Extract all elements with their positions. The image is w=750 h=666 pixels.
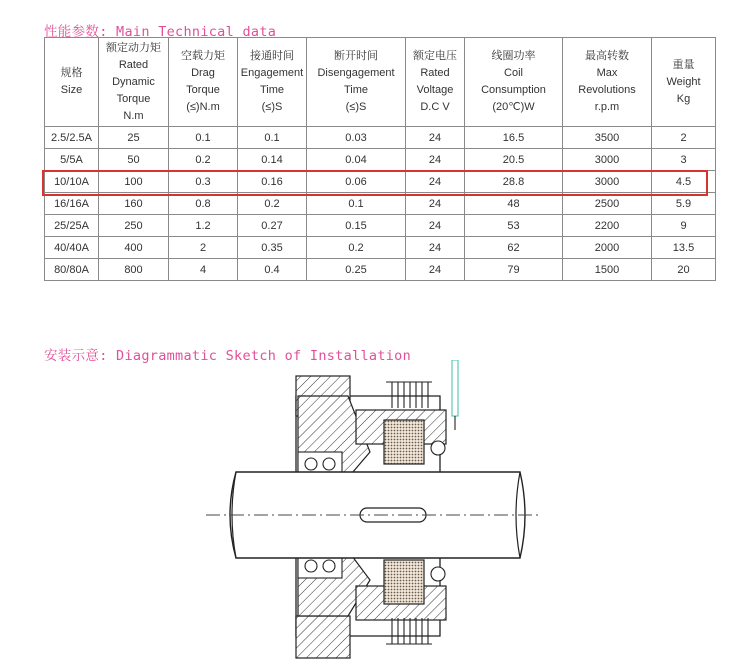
header-col-2 bbox=[169, 38, 238, 127]
header-en-label: Rated bbox=[420, 67, 450, 79]
stator-bearing-top bbox=[431, 441, 445, 455]
table-cell: 24 bbox=[406, 127, 465, 149]
header-cn-label: 空载力矩 bbox=[181, 50, 225, 62]
table-row bbox=[45, 259, 716, 281]
header-cn-label: 规格 bbox=[60, 67, 83, 79]
table-cell: 0.14 bbox=[238, 149, 307, 171]
table-row bbox=[45, 193, 716, 215]
table-cell: 24 bbox=[406, 149, 465, 171]
table-cell: 2200 bbox=[563, 215, 652, 237]
header-col-5 bbox=[406, 38, 465, 127]
table-cell: 2500 bbox=[563, 193, 652, 215]
table-row bbox=[45, 127, 716, 149]
header-en-label: Drag bbox=[191, 67, 215, 79]
header-en-label: Disengagement bbox=[317, 67, 395, 79]
coil-bottom bbox=[384, 560, 424, 604]
header-cn-label: 最高转数 bbox=[585, 50, 629, 62]
table-cell: 160 bbox=[99, 193, 169, 215]
header-en-label: (≤)N.m bbox=[186, 101, 220, 113]
table-cell: 3000 bbox=[563, 171, 652, 193]
table-cell: 28.8 bbox=[465, 171, 563, 193]
table-cell: 53 bbox=[465, 215, 563, 237]
table-cell: 0.25 bbox=[307, 259, 406, 281]
table-cell: 9 bbox=[652, 215, 716, 237]
table-cell: 16/16A bbox=[45, 193, 99, 215]
installation-sketch bbox=[0, 360, 750, 666]
table-cell: 1.2 bbox=[169, 215, 238, 237]
table-cell: 0.1 bbox=[238, 127, 307, 149]
header-en-label: Dynamic bbox=[112, 75, 155, 88]
table-cell: 800 bbox=[99, 259, 169, 281]
table-cell: 24 bbox=[406, 237, 465, 259]
table-cell: 5.9 bbox=[652, 193, 716, 215]
table-cell: 24 bbox=[406, 215, 465, 237]
header-en-label: Kg bbox=[676, 92, 691, 105]
installation-sketch-title: 安装示意: Diagrammatic Sketch of Installation bbox=[44, 348, 412, 364]
header-col-8 bbox=[652, 38, 716, 127]
table-cell: 48 bbox=[465, 193, 563, 215]
table-cell: 80/80A bbox=[45, 259, 99, 281]
header-col-0 bbox=[45, 38, 99, 127]
table-cell: 0.27 bbox=[238, 215, 307, 237]
table-cell: 4.5 bbox=[652, 171, 716, 193]
table-cell: 4 bbox=[169, 259, 238, 281]
table-cell: 2 bbox=[169, 237, 238, 259]
table-cell: 13.5 bbox=[652, 237, 716, 259]
header-en-label: Time bbox=[343, 84, 369, 96]
table-cell: 250 bbox=[99, 215, 169, 237]
header-en-label: Revolutions bbox=[578, 84, 636, 96]
table-cell: 20.5 bbox=[465, 149, 563, 171]
stator-bearing-bottom bbox=[431, 567, 445, 581]
table-row-highlighted bbox=[45, 171, 716, 193]
table-cell: 0.04 bbox=[307, 149, 406, 171]
table-cell: 16.5 bbox=[465, 127, 563, 149]
header-cn-label: 额定动力矩 bbox=[106, 41, 161, 54]
header-cn-label: 重量 bbox=[672, 58, 695, 71]
header-cn-label: 额定电压 bbox=[413, 50, 457, 62]
header-en-label: (≤)S bbox=[345, 101, 367, 113]
header-col-7 bbox=[563, 38, 652, 127]
table-cell: 100 bbox=[99, 171, 169, 193]
header-cn-label: 线圈功率 bbox=[491, 50, 536, 62]
header-en-label: Size bbox=[60, 84, 83, 96]
table-row bbox=[45, 149, 716, 171]
table-cell: 400 bbox=[99, 237, 169, 259]
header-en-label: Max bbox=[596, 67, 618, 79]
technical-data-table bbox=[44, 37, 716, 281]
header-en-label: Consumption bbox=[481, 84, 546, 96]
table-cell: 2.5/2.5A bbox=[45, 127, 99, 149]
table-cell: 0.1 bbox=[169, 127, 238, 149]
technical-data-title: 性能参数: Main Technical data bbox=[44, 24, 277, 40]
table-cell: 0.2 bbox=[238, 193, 307, 215]
table-cell: 40/40A bbox=[45, 237, 99, 259]
header-en-label: (≤)S bbox=[261, 101, 283, 113]
header-en-label: Coil bbox=[504, 67, 523, 79]
header-cn-label: 断开时间 bbox=[334, 50, 378, 62]
header-cn-label: 接通时间 bbox=[250, 50, 294, 62]
left-flange-bottom bbox=[296, 616, 350, 658]
header-en-label: Torque bbox=[116, 92, 151, 105]
table-header-row bbox=[45, 38, 716, 127]
table-cell: 5/5A bbox=[45, 149, 99, 171]
table-cell: 0.35 bbox=[238, 237, 307, 259]
table-cell: 1500 bbox=[563, 259, 652, 281]
table-cell: 3500 bbox=[563, 127, 652, 149]
table-body bbox=[45, 127, 716, 281]
header-col-4 bbox=[307, 38, 406, 127]
table-cell: 0.4 bbox=[238, 259, 307, 281]
table-cell: 2 bbox=[652, 127, 716, 149]
header-en-label: (20℃)W bbox=[492, 101, 535, 113]
table-cell: 0.1 bbox=[307, 193, 406, 215]
header-en-label: Weight bbox=[666, 75, 701, 88]
lead-wire bbox=[452, 360, 458, 416]
header-en-label: Voltage bbox=[416, 84, 454, 96]
table-cell: 0.2 bbox=[169, 149, 238, 171]
header-en-label: Torque bbox=[186, 84, 220, 96]
table-cell: 24 bbox=[406, 259, 465, 281]
table-cell: 0.16 bbox=[238, 171, 307, 193]
header-en-label: Rated bbox=[118, 58, 149, 71]
table-row bbox=[45, 237, 716, 259]
table-cell: 0.3 bbox=[169, 171, 238, 193]
table-cell: 25/25A bbox=[45, 215, 99, 237]
table-cell: 24 bbox=[406, 171, 465, 193]
coil-top bbox=[384, 420, 424, 464]
header-col-6 bbox=[465, 38, 563, 127]
table-row bbox=[45, 215, 716, 237]
table-cell: 25 bbox=[99, 127, 169, 149]
table-cell: 3000 bbox=[563, 149, 652, 171]
table-cell: 24 bbox=[406, 193, 465, 215]
table-cell: 20 bbox=[652, 259, 716, 281]
table-cell: 2000 bbox=[563, 237, 652, 259]
table-cell: 62 bbox=[465, 237, 563, 259]
table-cell: 0.2 bbox=[307, 237, 406, 259]
table-cell: 0.03 bbox=[307, 127, 406, 149]
table-cell: 0.8 bbox=[169, 193, 238, 215]
table-cell: 50 bbox=[99, 149, 169, 171]
header-en-label: N.m bbox=[123, 109, 144, 122]
header-en-label: D.C V bbox=[420, 101, 450, 113]
table-cell: 79 bbox=[465, 259, 563, 281]
table-cell: 10/10A bbox=[45, 171, 99, 193]
table-cell: 0.15 bbox=[307, 215, 406, 237]
header-en-label: Engagement bbox=[240, 67, 304, 79]
header-en-label: r.p.m bbox=[594, 101, 620, 113]
header-en-label: Time bbox=[259, 84, 285, 96]
header-col-1 bbox=[99, 38, 169, 127]
table-cell: 3 bbox=[652, 149, 716, 171]
header-col-3 bbox=[238, 38, 307, 127]
table-cell: 0.06 bbox=[307, 171, 406, 193]
